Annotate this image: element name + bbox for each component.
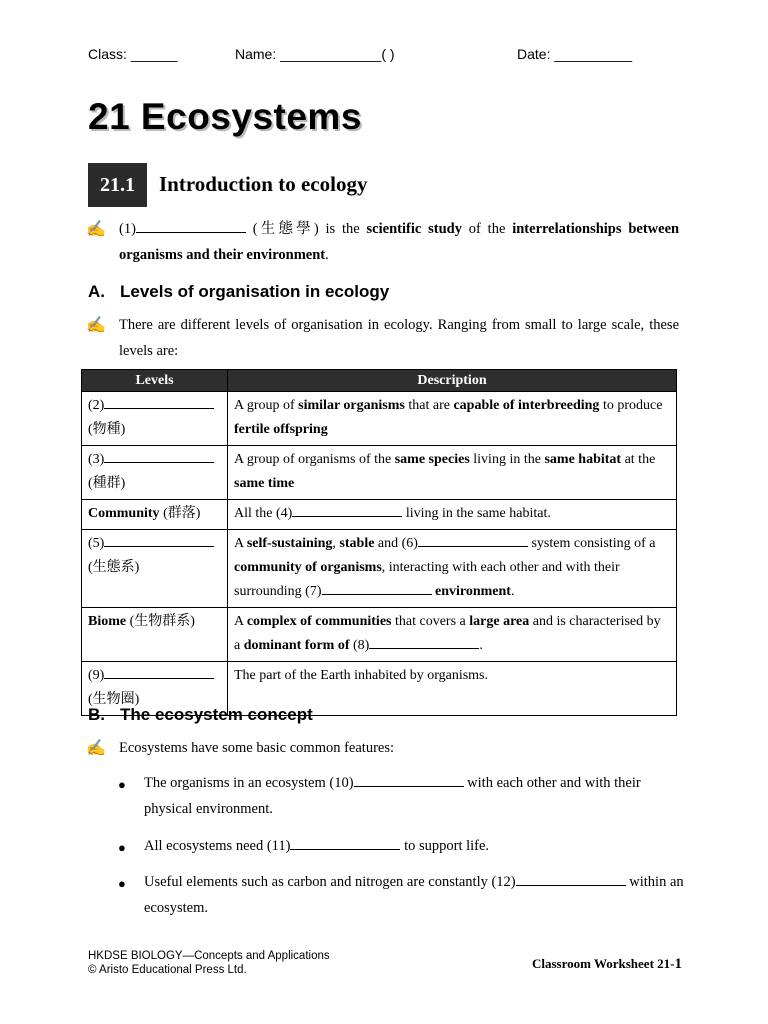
bullet-item: [144, 770, 684, 822]
writing-hand-icon: ✍: [86, 740, 106, 757]
table-row: [82, 608, 677, 662]
description-cell: [228, 530, 677, 608]
text: .: [479, 638, 483, 653]
text: living in the same habitat.: [405, 506, 551, 521]
fill-in-blank[interactable]: [104, 532, 214, 547]
fill-in-blank[interactable]: [292, 502, 402, 517]
bullet-icon: ●: [118, 777, 126, 792]
text: of the: [468, 221, 506, 237]
chinese-term: (生物圈): [88, 692, 140, 707]
intro-paragraph: [119, 216, 679, 268]
chinese-term: (物種): [88, 422, 126, 437]
blank-number: (4): [276, 506, 293, 521]
blank-number: (1): [119, 221, 136, 237]
subheading-text: Levels of organisation in ecology: [120, 282, 390, 301]
text: with each other and with their physical environment.: [144, 775, 641, 817]
levels-intro-paragraph: There are different levels of organisation in ecology. Ranging from small to large scale, these levels are:: [119, 317, 679, 359]
key-term: community of organisms: [234, 560, 382, 575]
text: and is characterised by a: [234, 614, 661, 653]
text: within an ecosystem.: [144, 874, 684, 916]
fill-in-blank[interactable]: [290, 835, 400, 850]
table-row: [82, 500, 677, 530]
text: system consisting of a: [531, 536, 656, 551]
text: All ecosystems need (11): [144, 838, 291, 854]
chapter-title: 21 Ecosystems: [88, 96, 362, 137]
subheading-a: [88, 282, 389, 302]
key-term: same time: [234, 476, 295, 491]
fill-in-blank[interactable]: [322, 580, 432, 595]
table-row: [82, 446, 677, 500]
column-header-description: Description: [228, 370, 677, 392]
key-term: environment: [435, 584, 511, 599]
description-cell: [228, 446, 677, 500]
fill-in-blank[interactable]: [136, 218, 246, 233]
blank-number: (3): [88, 452, 105, 467]
text: The part of the Earth inhabited by organisms.: [234, 668, 489, 683]
text: .: [325, 247, 329, 263]
levels-table: [81, 369, 677, 716]
subheading-letter: A.: [88, 282, 105, 301]
chinese-term: (生態系): [88, 560, 140, 575]
key-term: capable of interbreeding: [453, 398, 600, 413]
text: living in the: [473, 452, 541, 467]
text: A: [234, 614, 244, 629]
text: A group of: [234, 398, 295, 413]
name-field-label: Name: _____________( ): [235, 46, 395, 62]
key-term: scientific study: [366, 221, 462, 237]
text: The organisms in an ecosystem (10): [144, 775, 354, 791]
text: to support life.: [404, 838, 490, 854]
writing-hand-icon: ✍: [86, 317, 106, 334]
key-term: self-sustaining: [246, 536, 333, 551]
blank-number: (5): [88, 536, 105, 551]
text: A group of organisms of the: [234, 452, 392, 467]
level-name: Biome: [88, 614, 127, 629]
bullet-icon: ●: [118, 876, 126, 891]
section-title: Introduction to ecology: [159, 172, 368, 196]
text: A: [234, 536, 244, 551]
key-term: similar organisms: [298, 398, 405, 413]
footer-worksheet-label: [532, 956, 682, 973]
key-term: complex of communities: [246, 614, 392, 629]
class-field-label: Class: ______: [88, 46, 178, 62]
text: , interacting with each other and with their surrounding: [234, 560, 620, 599]
key-term: dominant form of: [243, 638, 350, 653]
table-row: [82, 392, 677, 446]
description-cell: [228, 500, 677, 530]
worksheet-title: Classroom Worksheet 21-: [531, 956, 675, 971]
level-cell: [82, 500, 228, 530]
chinese-term: (種群): [88, 476, 126, 491]
fill-in-blank[interactable]: [369, 634, 479, 649]
text: that are: [408, 398, 450, 413]
chinese-term: (生態學): [252, 221, 319, 237]
bullet-item: [144, 833, 684, 859]
key-term: fertile offspring: [234, 422, 328, 437]
level-cell: [82, 392, 228, 446]
fill-in-blank[interactable]: [104, 448, 214, 463]
key-term: same habitat: [544, 452, 622, 467]
text: ,: [332, 536, 336, 551]
level-cell: [82, 446, 228, 500]
level-name: Community: [88, 506, 160, 521]
text: Useful elements such as carbon and nitrogen are constantly (12): [144, 874, 516, 890]
text: that covers a: [395, 614, 466, 629]
subheading-b: [88, 705, 313, 725]
table-header-row: [82, 370, 677, 392]
footer-copyright: © Aristo Educational Press Ltd.: [88, 964, 247, 976]
writing-hand-icon: ✍: [86, 221, 106, 238]
key-term: large area: [469, 614, 530, 629]
subheading-letter: B.: [88, 705, 105, 724]
fill-in-blank[interactable]: [354, 772, 464, 787]
text: and: [377, 536, 399, 551]
key-term: same species: [394, 452, 470, 467]
text: is the: [325, 221, 360, 237]
blank-number: (6): [401, 536, 418, 551]
column-header-levels: Levels: [82, 370, 228, 392]
footer-publication: HKDSE BIOLOGY—Concepts and Applications: [88, 950, 330, 962]
blank-number: (8): [353, 638, 370, 653]
page-number: 1: [674, 956, 682, 972]
chinese-term: (生物群系): [129, 614, 195, 629]
text: .: [510, 584, 515, 599]
features-intro-paragraph: Ecosystems have some basic common features:: [119, 740, 395, 756]
blank-number: (2): [88, 398, 105, 413]
description-cell: [228, 608, 677, 662]
fill-in-blank[interactable]: [104, 394, 214, 409]
key-term: interrelationships between organisms and their environment: [119, 221, 680, 263]
blank-number: (7): [305, 584, 322, 599]
text: at the: [624, 452, 656, 467]
text: to produce: [602, 398, 663, 413]
section-number: 21.1: [100, 173, 135, 196]
bullet-icon: ●: [118, 840, 126, 855]
description-cell: [228, 392, 677, 446]
key-term: stable: [339, 536, 375, 551]
subheading-text: The ecosystem concept: [120, 705, 313, 724]
date-field-label: Date: __________: [517, 46, 633, 62]
level-cell: [82, 608, 228, 662]
level-cell: [82, 530, 228, 608]
table-row: [82, 530, 677, 608]
blank-number: (9): [88, 668, 105, 683]
fill-in-blank[interactable]: [516, 871, 626, 886]
text: All the: [234, 506, 273, 521]
fill-in-blank[interactable]: [104, 664, 214, 679]
chinese-term: (群落): [163, 506, 201, 521]
bullet-item: [144, 869, 684, 921]
fill-in-blank[interactable]: [418, 532, 528, 547]
section-number-box: [88, 163, 147, 207]
